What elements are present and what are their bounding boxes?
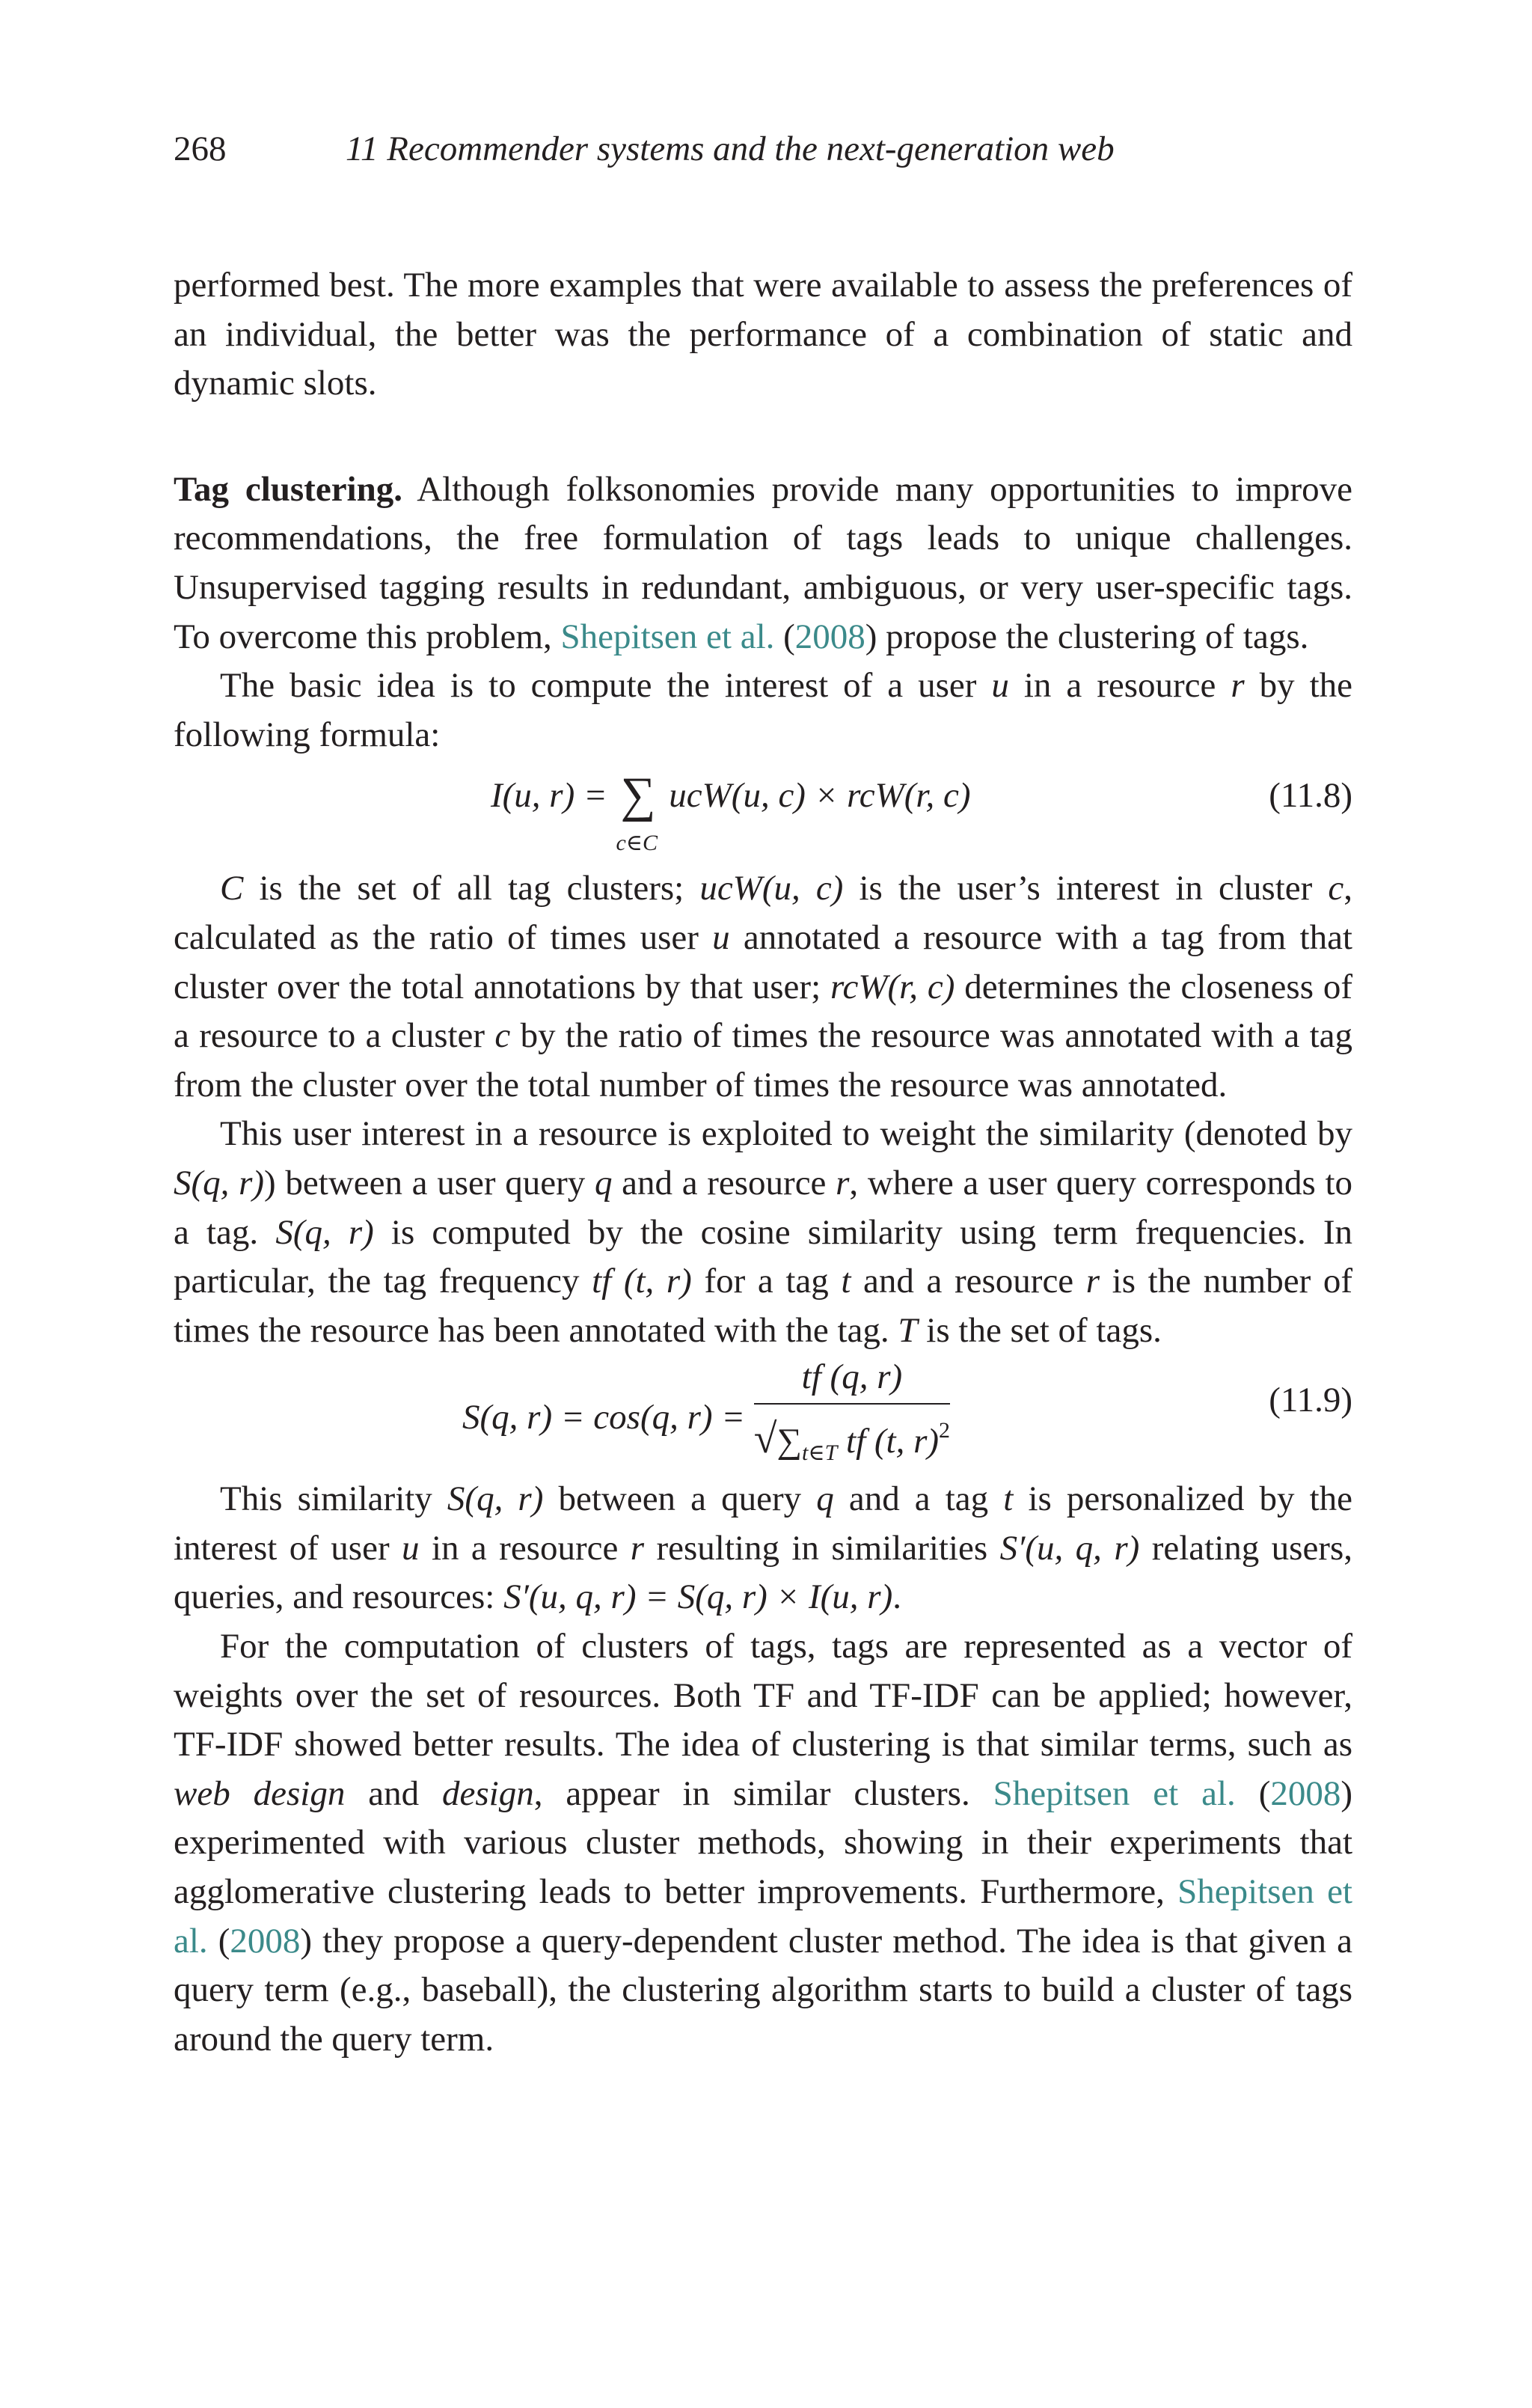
paragraph-text: and a tag	[833, 1479, 1004, 1519]
paragraph-text: is the user’s interest in cluster	[843, 869, 1329, 908]
paragraph-text: Although folksonomies provide many opportunities to improve recommendations, the free formulation of tags leads to unique challenges. Unsupervised tagging results in redundant, ambiguous, or very user-specific tags. To overcome this problem,	[174, 469, 1352, 656]
paragraph	[174, 864, 1352, 1110]
paragraph-text: is the set of tags.	[917, 1310, 1162, 1350]
paragraph-text: (	[207, 1921, 230, 1961]
math-var: u	[712, 917, 730, 957]
paragraph-text: The basic idea is to compute the interest of a user	[220, 666, 992, 706]
paragraph-text: ) experimented with various cluster methods, showing in their experiments that agglomerative clustering leads to better improvements. Furthermore,	[174, 1773, 1353, 1912]
paragraph-text: ) they propose a query-dependent cluster method. The idea is that given a query term (e.g., baseball), the clustering algorithm starts to build a cluster of tags around the query term.	[174, 1921, 1352, 2059]
paragraph	[174, 1110, 1352, 1355]
math-var: r	[630, 1528, 645, 1568]
paragraph-text: ) between a user query	[264, 1163, 595, 1203]
paragraph-text: , calculated as the ratio of times user	[174, 869, 1352, 957]
paragraph-text: by the following formula:	[174, 666, 1352, 754]
paragraph-text: ) propose the clustering of tags.	[865, 617, 1309, 656]
fraction	[754, 1355, 950, 1476]
emphasis-text: web design	[174, 1773, 346, 1813]
summation-symbol	[616, 768, 658, 856]
math-var: r	[1231, 666, 1245, 706]
section-runin-heading: Tag clustering.	[174, 469, 402, 509]
paragraph-text: performed best. The more examples that were available to assess the preferences of an individual, the better was the performance of a combination of static and dynamic slots.	[174, 266, 1352, 403]
math-expr: S′(u, q, r) = S(q, r) × I(u, r)	[503, 1577, 893, 1617]
paragraph-text: , where a user query corresponds to a tag.	[174, 1163, 1352, 1252]
math-var: q	[816, 1479, 834, 1519]
paragraph-text: .	[892, 1577, 902, 1617]
citation-year-link[interactable]: 2008	[794, 617, 865, 656]
paragraph-tag-clustering	[174, 465, 1352, 661]
summation-sign: ∑	[620, 768, 656, 823]
math-var: r	[1085, 1262, 1100, 1301]
citation-link[interactable]: Shepitsen et al.	[174, 1872, 1352, 1961]
denominator-term: tf (t, r)	[846, 1422, 940, 1461]
paragraph	[174, 661, 1352, 760]
exponent: 2	[939, 1418, 951, 1443]
paragraph-text: (	[1235, 1773, 1271, 1813]
equation-11-9	[174, 1355, 1352, 1475]
math-var: C	[220, 869, 244, 908]
paragraph-text: This similarity	[220, 1479, 447, 1519]
math-var: c	[494, 1016, 511, 1056]
equation-body	[462, 1357, 951, 1481]
math-var: t	[1003, 1479, 1014, 1519]
paragraph-text: in a resource	[1008, 666, 1231, 706]
summation-sign: ∑	[776, 1422, 803, 1461]
equation-lhs: I(u, r) =	[491, 776, 607, 816]
math-expr: tf (t, r)	[592, 1262, 692, 1301]
math-expr: S(q, r)	[174, 1163, 265, 1203]
paragraph-text: annotated a resource with a tag from that cluster over the total annotations by that user;	[174, 917, 1352, 1006]
math-expr: S(q, r)	[447, 1479, 544, 1519]
paragraph-text: for a tag	[691, 1262, 842, 1301]
paragraph-text: in a resource	[419, 1528, 631, 1568]
citation-year-link[interactable]: 2008	[230, 1921, 301, 1961]
running-head	[174, 126, 1352, 172]
paragraph-text: , appear in similar clusters.	[533, 1773, 993, 1813]
body-text	[174, 261, 1352, 2064]
paragraph-text: relating users, queries, and resources:	[174, 1528, 1353, 1617]
math-var: t	[841, 1262, 851, 1301]
fraction-numerator: tf (q, r)	[754, 1355, 950, 1405]
paragraph-text: and	[345, 1773, 442, 1813]
summation-index: t∈T	[802, 1440, 838, 1466]
paragraph-text: determines the closeness of a resource to a cluster	[174, 967, 1352, 1056]
math-expr: ucW(u, c)	[699, 869, 844, 908]
chapter-title: 11 Recommender systems and the next-generation web	[346, 129, 1115, 168]
summation-index: c∈C	[616, 831, 658, 856]
emphasis-text: design	[442, 1773, 534, 1813]
math-expr: S(q, r)	[275, 1212, 374, 1252]
equation-11-8	[174, 760, 1352, 864]
paragraph-text: This user interest in a resource is exploited to weight the similarity (denoted by	[220, 1114, 1352, 1154]
math-var: u	[402, 1528, 420, 1568]
paragraph	[174, 1475, 1352, 1622]
math-var: r	[836, 1163, 850, 1203]
paragraph	[174, 1622, 1352, 2064]
paragraph-text: between a query	[543, 1479, 817, 1519]
paragraph-text: is computed by the cosine similarity using term frequencies. In particular, the tag frequency	[174, 1212, 1352, 1301]
math-var: u	[991, 666, 1009, 706]
paragraph-text: is personalized by the interest of user	[174, 1479, 1353, 1568]
equation-number: (11.9)	[1269, 1381, 1352, 1420]
paragraph-text: (	[774, 617, 795, 656]
paragraph-text: by the ratio of times the resource was annotated with a tag from the cluster over the total number of times the resource was annotated.	[174, 1016, 1352, 1104]
equation-lhs: S(q, r) = cos(q, r) =	[462, 1398, 746, 1437]
citation-link[interactable]: Shepitsen et al.	[560, 617, 775, 656]
citation-link[interactable]: Shepitsen et al.	[993, 1773, 1236, 1813]
paragraph	[174, 261, 1352, 409]
equation-body	[491, 768, 971, 856]
paragraph-text: For the computation of clusters of tags, tags are represented as a vector of weights over the set of resources. Both TF and TF-IDF can be applied; however, TF-IDF showed better results. The idea of clustering is that similar terms, such as	[174, 1627, 1352, 1764]
page-number: 268	[174, 129, 227, 168]
equation-rhs: ucW(u, c) × rcW(r, c)	[669, 776, 971, 816]
fraction-denominator	[754, 1405, 950, 1476]
math-var: T	[898, 1310, 918, 1350]
paragraph-text: resulting in similarities	[644, 1528, 1000, 1568]
math-var: q	[594, 1163, 613, 1203]
square-root-sign: √	[753, 1416, 777, 1463]
paragraph-text: is the number of times the resource has been annotated with the tag.	[174, 1262, 1353, 1350]
math-expr: rcW(r, c)	[830, 967, 955, 1006]
citation-year-link[interactable]: 2008	[1270, 1773, 1341, 1813]
paragraph-text: and a resource	[851, 1262, 1086, 1301]
math-var: c	[1328, 869, 1344, 908]
paragraph-text: and a resource	[612, 1163, 836, 1203]
equation-number: (11.8)	[1269, 776, 1352, 816]
paragraph-text: is the set of all tag clusters;	[243, 869, 700, 908]
math-expr: S′(u, q, r)	[999, 1528, 1140, 1568]
